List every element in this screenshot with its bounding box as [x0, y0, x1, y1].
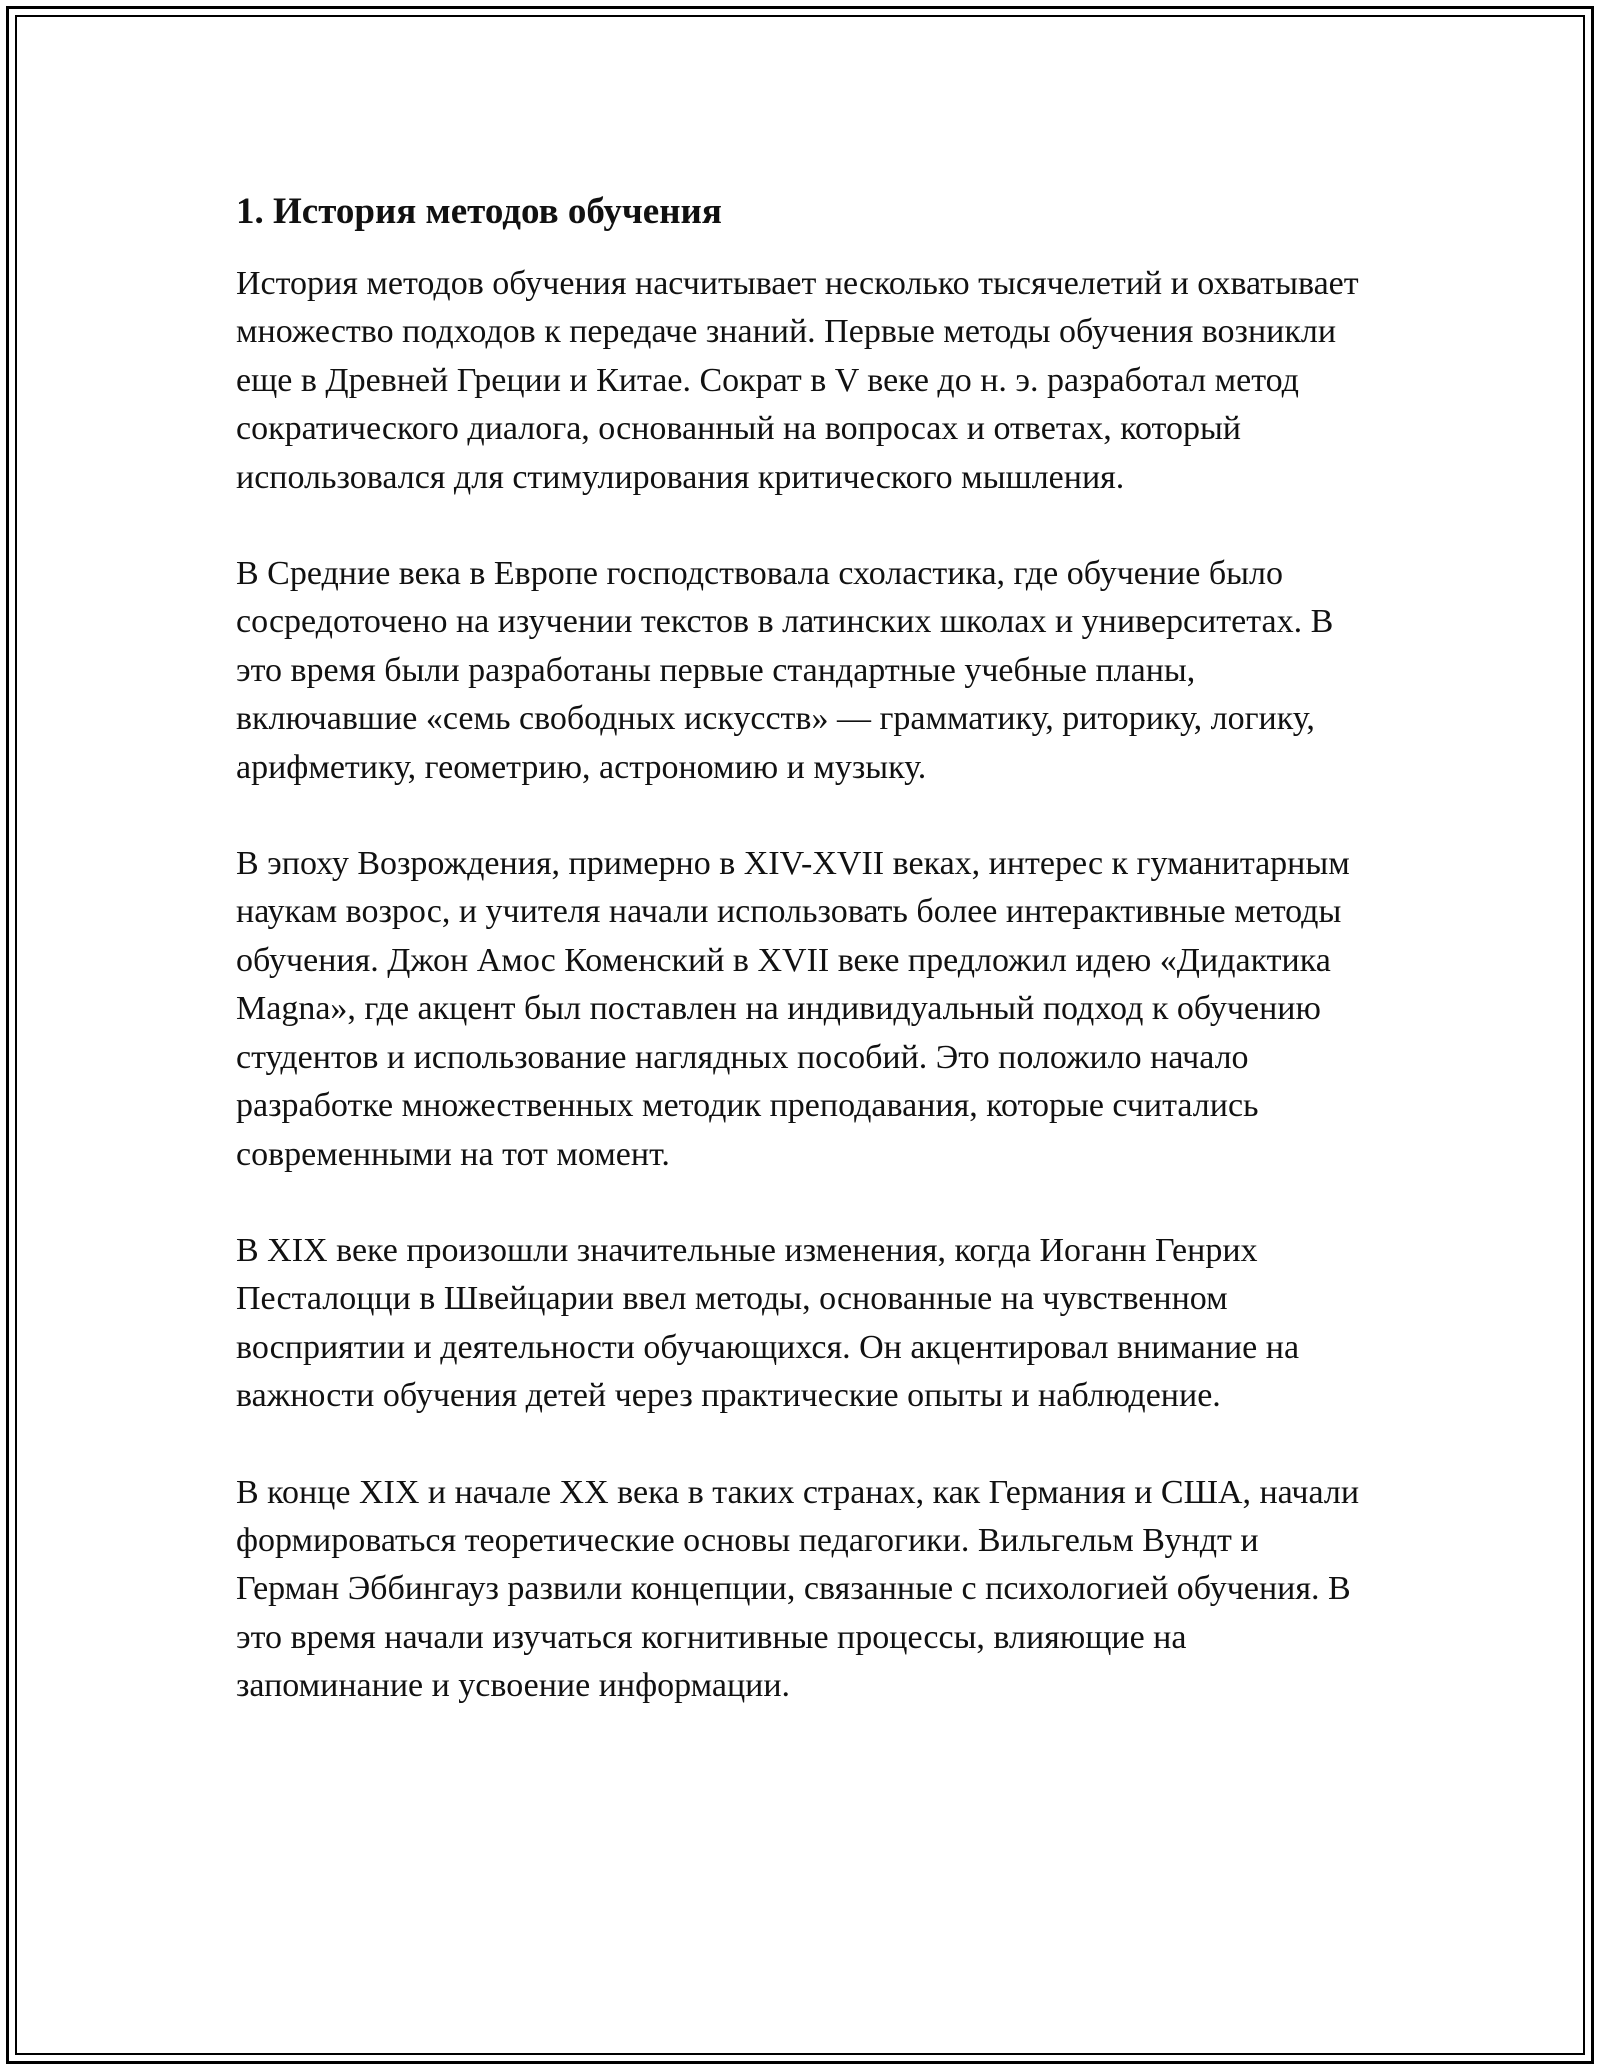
paragraph-late-nineteenth-century: В конце XIX и начале XX века в таких странах, как Германия и США, начали формироваться теоретические основы педагогики. Вильгельм Вундт и Герман Эббингауз развили концепции, связанные с психологией обучения. В это время начали изучаться когнитивные процессы, влияющие на запоминание и усвоение информации.	[236, 1473, 1360, 1705]
document-body	[236, 184, 1366, 1759]
paragraph-nineteenth-century: В XIX веке произошли значительные изменения, когда Иоганн Генрих Песталоцци в Швейцарии ввел методы, основанные на чувственном восприятии и деятельности обучающихся. Он акцентировал внимание на важности обучения детей через практические опыты и наблюдение.	[236, 1231, 1300, 1415]
paragraph-renaissance: В эпоху Возрождения, примерно в XIV-XVII веках, интерес к гуманитарным наукам возрос, и учителя начали использовать более интерактивные методы обучения. Джон Амос Коменский в XVII веке предложил идею «Дидактика Magna», где акцент был поставлен на индивидуальный подход к обучению студентов и использование наглядных пособий. Это положило начало разработке множественных методик преподавания, которые считались современными на тот момент.	[236, 845, 1350, 1173]
section-heading: 1. История методов обучения	[236, 191, 722, 232]
paragraph-ancient: История методов обучения насчитывает несколько тысячелетий и охватывает множество подходов к передаче знаний. Первые методы обучения возникли еще в Древней Греции и Китае. Сократ в V веке до н. э. разработал метод сократического диалога, основанный на вопросах и ответах, который использовался для стимулирования критического мышления.	[236, 265, 1359, 496]
paragraph-middle-ages: В Средние века в Европе господствовала схоластика, где обучение было сосредоточено на изучении текстов в латинских школах и университетах. В это время были разработаны первые стандартные учебные планы, включавшие «семь свободных искусств» — грамматику, риторику, логику, арифметику, геометрию, астрономию и музыку.	[236, 555, 1334, 786]
